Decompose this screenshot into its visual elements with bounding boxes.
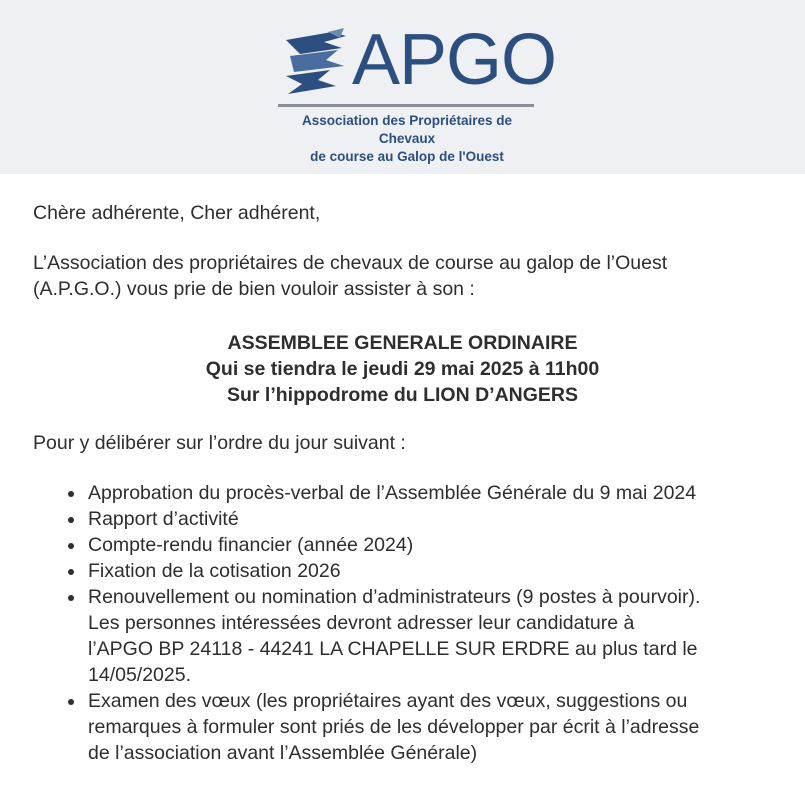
agenda-intro: Pour y délibérer sur l’ordre du jour suivant :	[33, 432, 406, 454]
logo-wordmark: APGO	[352, 20, 557, 100]
agenda-list	[33, 480, 783, 766]
meeting-location: Sur l’hippodrome du LION D’ANGERS	[227, 384, 578, 406]
greeting: Chère adhérente, Cher adhérent,	[33, 202, 321, 224]
bullet-icon	[68, 491, 74, 497]
intro-line-1: L’Association des propriétaires de chevaux de course au galop de l’Ouest	[33, 252, 668, 274]
bullet-icon	[68, 569, 74, 575]
letter-body	[33, 200, 783, 766]
intro-line-2: (A.P.G.O.) vous prie de bien vouloir assister à son :	[33, 278, 475, 300]
agenda-item-line: 14/05/2025.	[88, 664, 192, 686]
meeting-title: ASSEMBLEE GENERALE ORDINAIRE	[227, 332, 578, 354]
agenda-item-line: de l’association avant l’Assemblée Générale)	[88, 742, 478, 764]
bullet-icon	[68, 699, 74, 705]
agenda-item-line: Compte-rendu financier (année 2024)	[88, 534, 414, 556]
agenda-item-line: Rapport d’activité	[88, 508, 239, 530]
agenda-item	[53, 584, 783, 688]
bullet-icon	[68, 543, 74, 549]
logo-subtitle	[276, 112, 538, 166]
agenda-item-line: Approbation du procès-verbal de l’Assemblée Générale du 9 mai 2024	[88, 482, 697, 504]
meeting-announcement	[0, 330, 805, 408]
logo-divider	[278, 104, 534, 107]
letter-header	[0, 0, 805, 174]
agenda-item	[53, 688, 783, 766]
agenda-item	[53, 480, 783, 506]
agenda-item-line: Examen des vœux (les propriétaires ayant des vœux, suggestions ou	[88, 690, 688, 712]
agenda-item	[53, 506, 783, 532]
agenda-item-line: Les personnes intéressées devront adresser leur candidature à	[88, 612, 635, 634]
apgo-logo	[276, 20, 557, 164]
agenda-item-line: Renouvellement ou nomination d’administrateurs (9 postes à pourvoir).	[88, 586, 701, 608]
logo-subtitle-line-2: de course au Galop de l'Ouest	[310, 149, 504, 164]
intro-paragraph	[33, 250, 783, 302]
meeting-date: Qui se tiendra le jeudi 29 mai 2025 à 11h00	[205, 358, 600, 380]
agenda-item-line: l’APGO BP 24118 - 44241 LA CHAPELLE SUR ERDRE au plus tard le	[88, 638, 698, 660]
agenda-item-line: Fixation de la cotisation 2026	[88, 560, 341, 582]
agenda-item-line: remarques à formuler sont priés de les développer par écrit à l’adresse	[88, 716, 700, 738]
galloping-horse-logo-icon	[280, 26, 350, 98]
logo-subtitle-line-1: Association des Propriétaires de Chevaux	[301, 113, 513, 146]
agenda-item	[53, 532, 783, 558]
agenda-item	[53, 558, 783, 584]
bullet-icon	[68, 595, 74, 601]
bullet-icon	[68, 517, 74, 523]
